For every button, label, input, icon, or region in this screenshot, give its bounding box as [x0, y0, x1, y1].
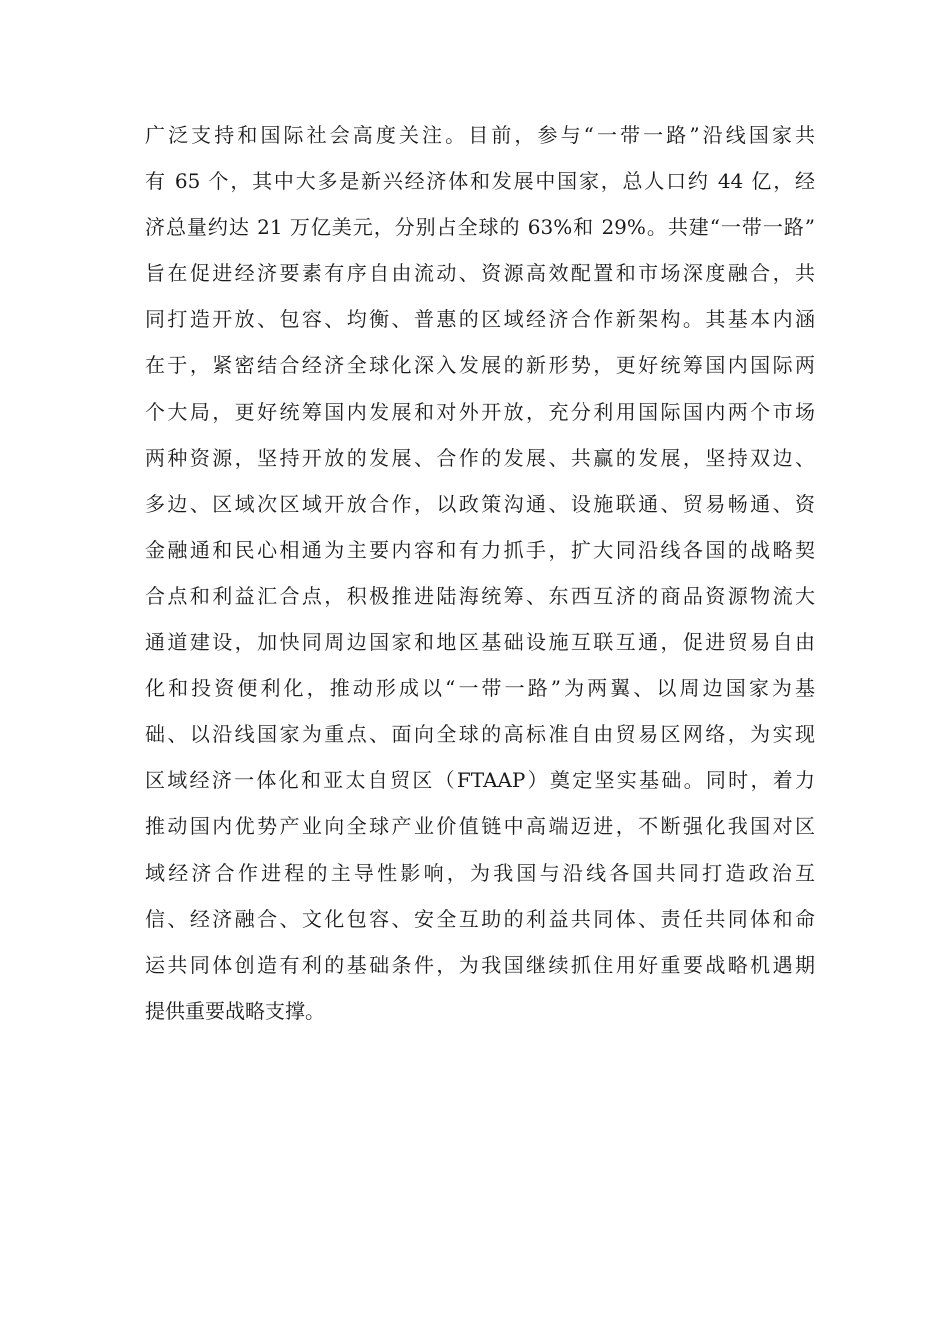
paragraph-line: 金融通和民心相通为主要内容和有力抓手，扩大同沿线各国的战略契: [145, 537, 815, 562]
body-paragraph: [145, 112, 815, 1034]
paragraph-line: 旨在促进经济要素有序自由流动、资源高效配置和市场深度融合，共: [145, 261, 815, 286]
paragraph-line: 通道建设，加快同周边国家和地区基础设施互联互通，促进贸易自由: [145, 630, 815, 655]
paragraph-line: 合点和利益汇合点，积极推进陆海统筹、东西互济的商品资源物流大: [145, 583, 815, 608]
paragraph-line: 多边、区域次区域开放合作，以政策沟通、设施联通、贸易畅通、资: [145, 491, 815, 516]
paragraph-line: 有 65 个，其中大多是新兴经济体和发展中国家，总人口约 44 亿，经: [145, 169, 815, 194]
paragraph-line: 区域经济一体化和亚太自贸区（FTAAP）奠定坚实基础。同时，着力: [145, 768, 815, 793]
paragraph-line: 在于，紧密结合经济全球化深入发展的新形势，更好统筹国内国际两: [145, 353, 815, 378]
paragraph-line: 两种资源，坚持开放的发展、合作的发展、共赢的发展，坚持双边、: [145, 445, 815, 470]
paragraph-line: 个大局，更好统筹国内发展和对外开放，充分利用国际国内两个市场: [145, 399, 815, 424]
paragraph-line: 础、以沿线国家为重点、面向全球的高标准自由贸易区网络，为实现: [145, 722, 815, 747]
paragraph-line: 运共同体创造有利的基础条件，为我国继续抓住用好重要战略机遇期: [145, 952, 815, 977]
paragraph-line: 推动国内优势产业向全球产业价值链中高端迈进，不断强化我国对区: [145, 814, 815, 839]
paragraph-line: 济总量约达 21 万亿美元，分别占全球的 63%和 29%。共建“一带一路”: [145, 215, 815, 240]
paragraph-line: 广泛支持和国际社会高度关注。目前，参与“一带一路”沿线国家共: [145, 123, 815, 147]
paragraph-line: 域经济合作进程的主导性影响，为我国与沿线各国共同打造政治互: [145, 860, 815, 885]
paragraph-line: 信、经济融合、文化包容、安全互助的利益共同体、责任共同体和命: [145, 906, 815, 931]
paragraph-line: 提供重要战略支撑。: [145, 998, 325, 1023]
paragraph-line: 化和投资便利化，推动形成以“一带一路”为两翼、以周边国家为基: [145, 676, 815, 701]
paragraph-line: 同打造开放、包容、均衡、普惠的区域经济合作新架构。其基本内涵: [145, 307, 815, 332]
